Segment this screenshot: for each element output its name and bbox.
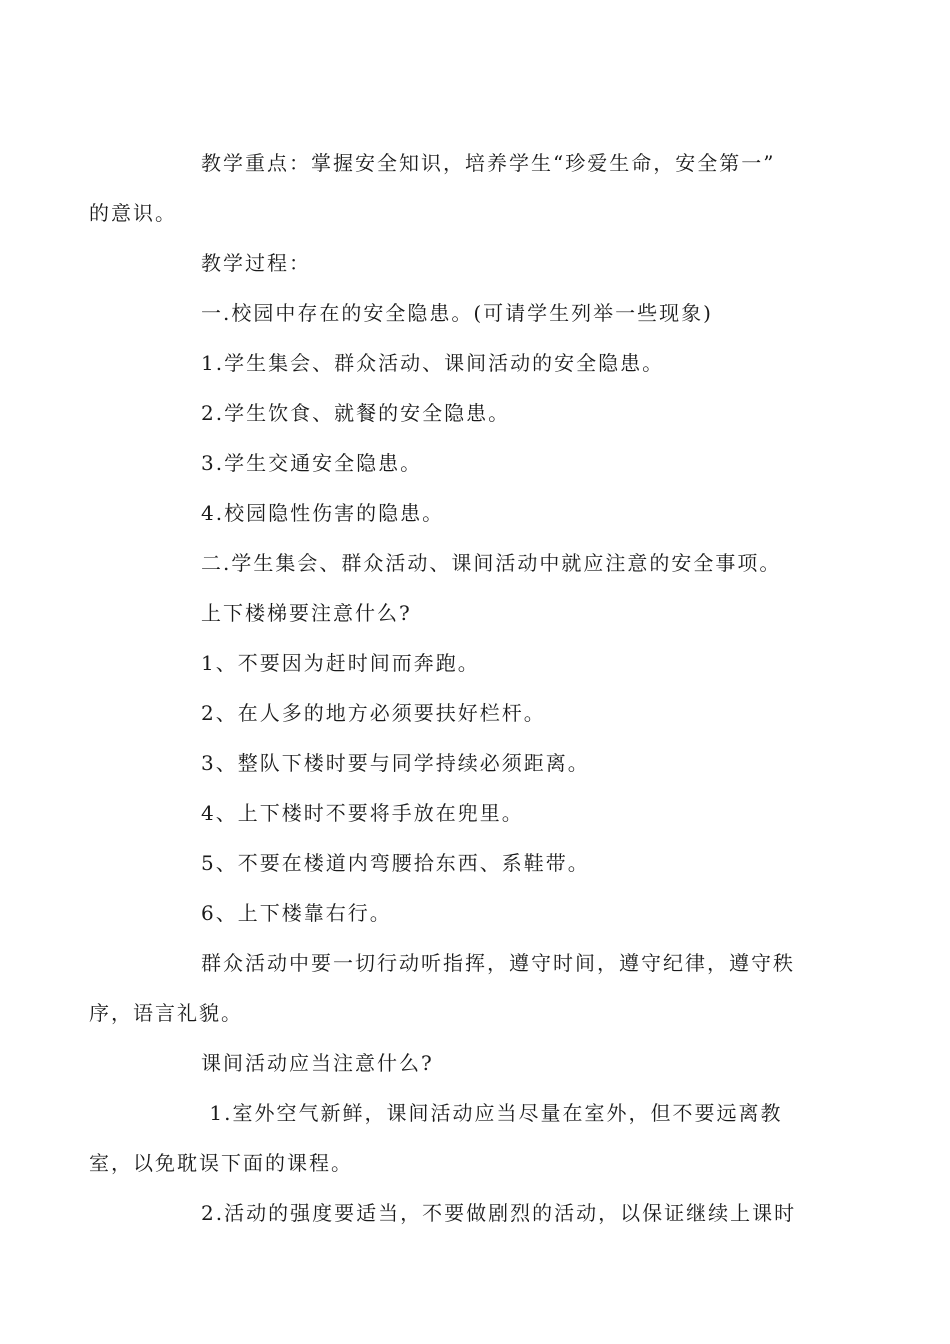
list-item [145,488,805,538]
paragraph-teaching-process [145,238,805,288]
subheading-break-activity [145,1038,805,1088]
text-line: 序，语言礼貌。 [89,1001,243,1025]
paragraph-teaching-focus [89,138,805,238]
list-item [89,1088,805,1188]
text-line: 教学过程： [201,251,311,275]
text-line: 6、上下楼靠右行。 [201,901,392,925]
section-heading-2 [145,538,805,588]
text-line: 教学重点：掌握安全知识，培养学生“珍爱生命，安全第一” [201,151,776,175]
text-line: 室，以免耽误下面的课程。 [89,1151,353,1175]
subheading-stairs [145,588,805,638]
text-line: 课间活动应当注意什么? [201,1051,434,1075]
text-line: 4、上下楼时不要将手放在兜里。 [201,801,524,825]
list-item [145,738,805,788]
text-line: 2.活动的强度要适当，不要做剧烈的活动，以保证继续上课时 [201,1201,797,1225]
section-heading-1 [145,288,805,338]
text-line: 5、不要在楼道内弯腰拾东西、系鞋带。 [201,851,590,875]
list-item [145,388,805,438]
list-item [145,438,805,488]
paragraph-group-activity [89,938,805,1038]
list-item [145,1188,805,1238]
text-line: 的意识。 [89,201,177,225]
list-item [145,888,805,938]
list-item [145,688,805,738]
text-line: 一.校园中存在的安全隐患。(可请学生列举一些现象) [201,301,713,325]
text-line: 3、整队下楼时要与同学持续必须距离。 [201,751,590,775]
text-line: 二.学生集会、群众活动、课间活动中就应注意的安全事项。 [201,551,782,575]
list-item [145,638,805,688]
text-line: 1.室外空气新鲜，课间活动应当尽量在室外，但不要远离教 [201,1101,783,1125]
list-item [145,338,805,388]
text-line: 1、不要因为赶时间而奔跑。 [201,651,480,675]
text-line: 上下楼梯要注意什么? [201,601,412,625]
text-line: 1.学生集会、群众活动、课间活动的安全隐患。 [201,351,665,375]
text-line: 3.学生交通安全隐患。 [201,451,423,475]
text-line: 群众活动中要一切行动听指挥，遵守时间，遵守纪律，遵守秩 [201,951,795,975]
list-item [145,788,805,838]
list-item [145,838,805,888]
text-line: 4.校园隐性伤害的隐患。 [201,501,445,525]
text-line: 2.学生饮食、就餐的安全隐患。 [201,401,511,425]
text-line: 2、在人多的地方必须要扶好栏杆。 [201,701,546,725]
